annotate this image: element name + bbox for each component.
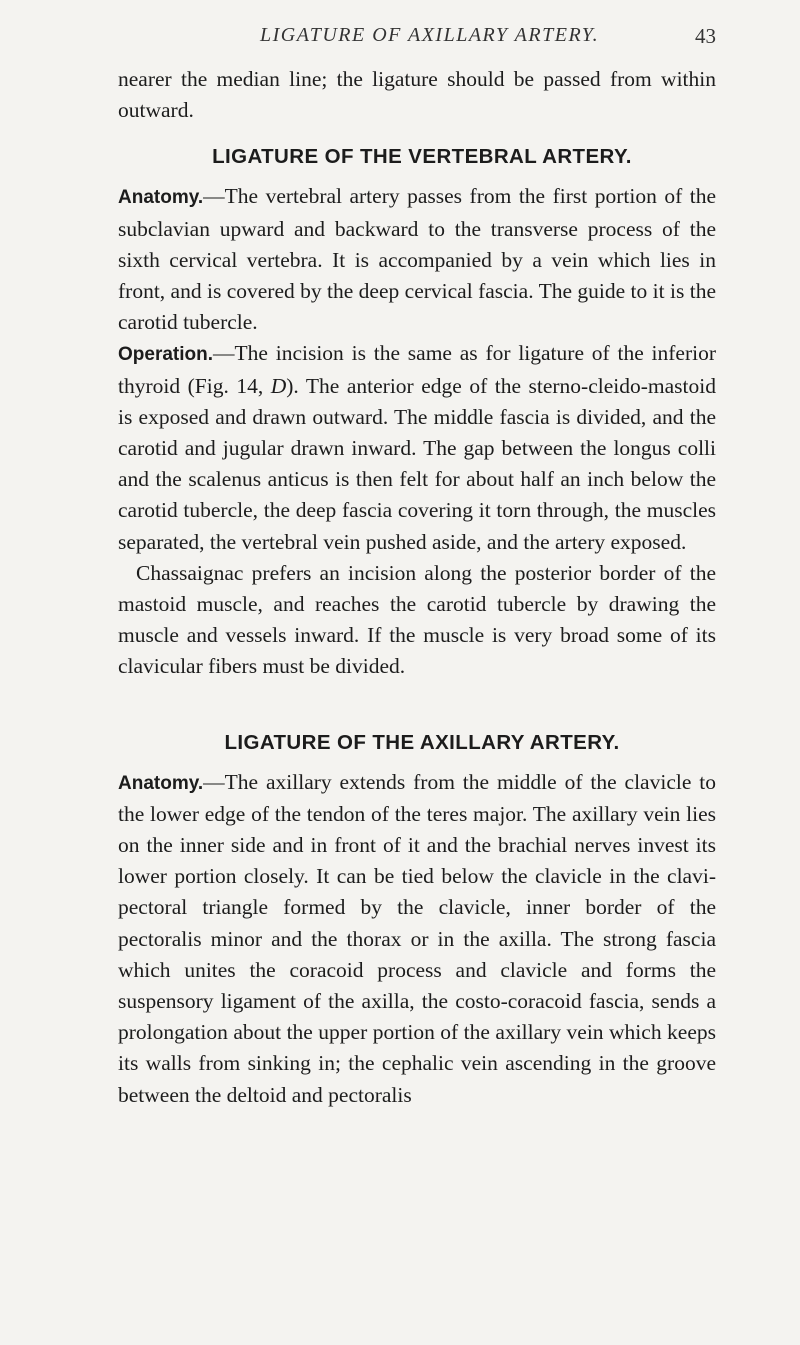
running-title: LIGATURE OF AXILLARY ARTERY. [260,24,600,46]
anatomy-label: Anatomy. [118,187,204,209]
anatomy-text: —The vertebral artery passes from the first portion of the subclavian upward and backward to the transverse process of the sixth cervical vertebra. It is accompanied by a vein which lies in front, and is covered by the deep cervical fascia. The guide to it is the carotid tubercle. [118,184,716,335]
chassaignac-paragraph: Chassaignac prefers an incision along the posterior border of the mastoid muscle, and reaches the carotid tubercle by drawing the muscle and vessels inward. If the muscle is very broad some of its clavicular fibers must be divided. [118,560,716,679]
anatomy-text: —The axillary extends from the middle of the clavicle to the lower edge of the tendon of the teres major. The axillary vein lies on the inner side and in front of it and the brachial nerves invest its lower portion closely. It can be tied below the clavicle in the clavi-pectoral triangle formed by the clavicle, inner border of the pectoralis minor and the thorax or in the axilla. The strong fascia which unites the coracoid process and clavicle and forms the suspensory ligament of the axilla, the costo-coracoid fascia, sends a prolongation about the upper portion of the axillary vein which keeps its walls from sinking in; the cephalic vein ascending in the groove between the deltoid and pectoralis [118,769,716,1107]
operation-text-a: —The incision is the same as for ligature of the inferior thyroid (Fig. 14, [118,341,716,398]
anatomy-paragraph-vertebral [118,181,716,338]
operation-text-b: ). The anterior edge of the sterno-cleido-mastoid is exposed and drawn outward. The middle fascia is divided, and the carotid and jugular drawn inward. The gap between the longus colli and the scalenus anticus is then felt for about half an inch below the carotid tubercle, the deep fascia covering it torn through, the muscles separated, the vertebral vein pushed aside, and the artery exposed. [118,373,716,554]
figure-letter: D [270,373,287,398]
operation-label: Operation. [118,344,214,366]
operation-paragraph [118,338,716,557]
anatomy-label: Anatomy. [118,772,204,794]
section-heading-axillary: LIGATURE OF THE AXILLARY ARTERY. [224,730,620,754]
anatomy-paragraph-axillary [118,767,716,1111]
page-number: 43 [695,24,716,48]
section-heading-vertebral: LIGATURE OF THE VERTEBRAL ARTERY. [212,145,632,169]
running-head [118,24,716,64]
continuation-paragraph: nearer the median line; the ligature should be passed from within outward. [118,67,716,123]
